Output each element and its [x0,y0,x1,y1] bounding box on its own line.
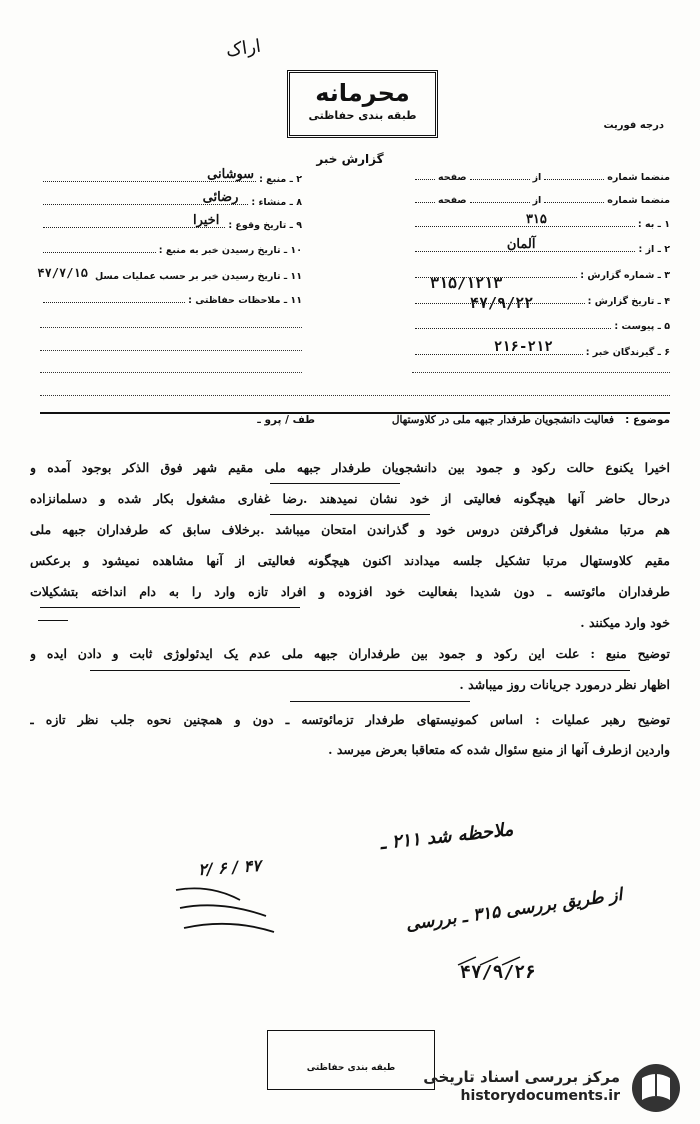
form-row-from [412,237,670,255]
source-note-line: توضیح منبع : علت این رکود و جمود بین طرفداران جبهه ملی عدم یک ایدئولوژی ثابت و دادن ایده و [30,646,670,661]
urgency-label: درجه فوریت [603,120,664,131]
ops-note-line: توضیح رهبر عملیات : اساس کمونیستهای طرفدار تزمائوتسه ـ دون و همچنین نحوه جلب نظر تازه ـ [30,712,670,727]
form-row-received-date [40,238,302,256]
source-note-line: اظهار نظر درمورد جریانات روز میباشد . [459,677,670,692]
handwritten-date: ۴۷/۹/۲۶ [460,962,536,983]
field-label: ۲ ـ از : [638,244,670,255]
field-page: صفحه [437,172,467,183]
subject-label: موضوع : [625,414,670,426]
form-row-occurrence-date [40,213,302,231]
handwritten-note: از طریق بررسی ۳۱۵ ـ بررسی [404,884,624,936]
field-value: آلمان [506,237,536,252]
margin-scribble [170,870,280,940]
body-line: طرفداران مائوتسه ـ دون شدیدا بفعالیت خود افزوده و افراد تازه وارد را به دام انداخته بتشکیلات [30,584,670,599]
form-row-security-notes [40,288,302,306]
blank-line [40,395,670,396]
ops-note-line: واردین ازطرف آنها از منبع سئوال شده که متعاقبا بعرض میرسد . [328,742,670,757]
field-label: ۸ ـ منشاء : [251,197,302,208]
blank-line [40,327,302,328]
field-label: ۳ ـ شماره گزارش : [580,270,670,281]
classification-subtitle: طبقه بندی حفاظتی [308,109,417,122]
underline-mark [38,620,68,621]
field-label: منضما شماره [607,195,670,206]
subject-text: فعالیت دانشجویان طرفدار جبهه ملی در کلاوستهال [391,414,614,426]
watermark-url: historydocuments.ir [460,1088,620,1104]
body-line: درحال حاضر آنها هیچگونه فعالیتی از خود نشان نمیدهند .رضا غفاری مشغول بکار شده و دسلمانزاده [30,491,670,506]
watermark-name: مرکز بررسی اسناد تاریخی [423,1068,620,1086]
field-label: ۵ ـ پیوست : [614,321,670,332]
underline-mark [270,514,430,515]
form-row-source [40,167,302,185]
corner-mark: اراک [224,35,263,62]
archive-watermark [416,1068,684,1108]
report-date-value: ۴۷/۹/۲۲ [470,294,534,312]
field-label: ۲ ـ منبع : [259,174,302,185]
field-from: از [532,172,542,183]
underline-mark [40,607,300,608]
field-page: صفحه [437,195,467,206]
blank-line [40,372,302,373]
underline-mark [90,670,630,671]
form-row-attachment [412,314,670,332]
field-value: ۳۱۵ [525,212,547,227]
field-value: اخیرا [192,213,220,228]
form-row-attached-1 [412,165,670,183]
field-label: منضما شماره [607,172,670,183]
field-label: ۶ ـ گیرندگان خبر : [585,347,670,358]
date-strike-marks [456,955,556,969]
form-row-origin [40,190,302,208]
classification-box [287,70,438,138]
form-row-to [412,212,670,230]
form-row-attached-2 [412,188,670,206]
field-label: ۱ ـ به : [637,219,670,230]
field-value: رضائی [202,190,239,205]
report-title: گزارش خبر [316,152,384,166]
body-line: اخیرا یکنوع حالت رکود و جمود بین دانشجویان طرفدار جبهه ملی مقیم شهر فوق الذکر بوجود آمده و [30,460,670,475]
field-label: ۹ ـ تاریخ وقوع : [228,220,302,231]
field-from: از [532,195,542,206]
body-line: هم مرتبا مشغول فراگرفتن دروس خود و گذراندن امتحان میباشد .برخلاف سابق که طرفداران جبهه ملی [30,522,670,537]
body-line: مقیم کلاوستهال مرتبا تشکیل جلسه میدادند اکنون هیچگونه فعالیتی از آنها مشاهده نمیشود و برعکس [30,553,670,568]
field-value: ۴۷/۷/۱۵ [37,266,88,280]
field-label: ۴ ـ تاریخ گزارش : [587,296,670,307]
field-value: سوشانی [207,167,255,182]
field-label: ۱۰ ـ تاریخ رسیدن خبر به منبع : [158,245,302,256]
blank-line [40,350,302,351]
margin-note: ۲/ ۶ / ۴۷ [197,855,262,880]
form-row-recipients [412,340,670,358]
archive-logo-icon [628,1062,684,1114]
report-number-value: ۳۱۵/۱۲۱۳ [430,274,503,292]
blank-line [412,372,670,373]
body-line: خود وارد میکنند . [580,615,670,630]
stamp-text: طبقه بندی حفاظتی [306,1063,396,1073]
form-row-ops-date [37,264,302,282]
underline-mark [270,483,400,484]
field-label: ۱۱ ـ ملاحظات حفاظتی : [188,295,302,306]
field-label: ۱۱ ـ تاریخ رسیدن خبر بر حسب عملیات مسل [94,271,302,282]
handwritten-note: ملاحظه شد ۲۱۱ ـ [379,819,515,854]
subject-code: طف / پرو ـ [257,414,315,426]
classification-title: محرمانه [315,79,410,107]
field-value: ۲۱۶-۲۱۲ [493,339,553,355]
underline-mark [290,701,470,702]
classification-stamp [267,1030,435,1090]
